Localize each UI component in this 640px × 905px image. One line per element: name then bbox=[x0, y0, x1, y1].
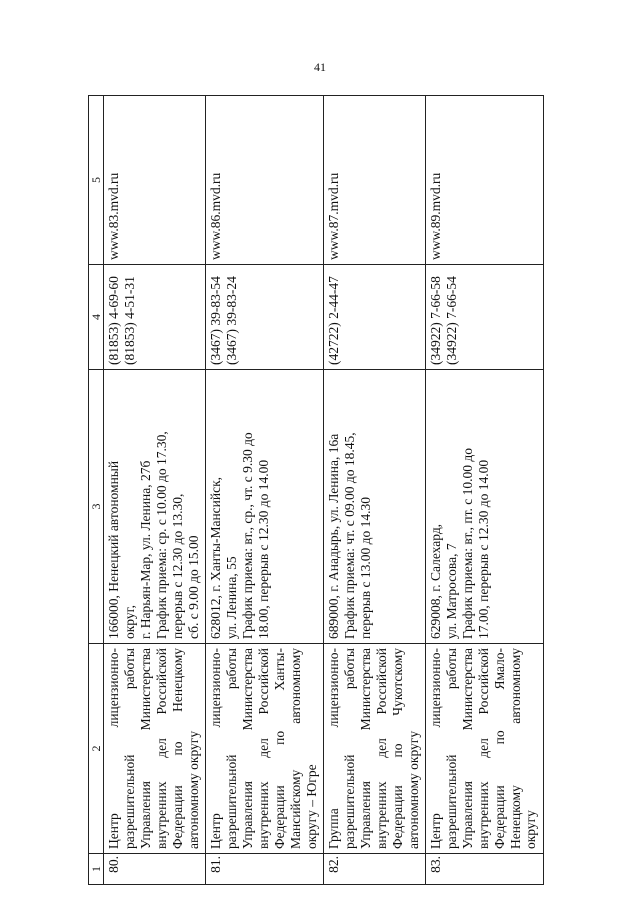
row-number: 82. bbox=[324, 854, 426, 885]
table-row bbox=[324, 96, 426, 885]
row-number: 80. bbox=[104, 854, 206, 885]
header-cell-2: 2 bbox=[89, 644, 104, 854]
table-row bbox=[206, 96, 324, 885]
page-number: 41 bbox=[314, 60, 326, 74]
registry-table bbox=[88, 95, 544, 885]
table-row bbox=[104, 96, 206, 885]
website: www.89.mvd.ru bbox=[425, 96, 543, 265]
row-number: 81. bbox=[206, 854, 324, 885]
phone-numbers: (34922) 7-66-58 (34922) 7-66-54 bbox=[425, 265, 543, 370]
header-cell-5: 5 bbox=[89, 96, 104, 265]
phone-numbers: (81853) 4-69-60 (81853) 4-51-31 bbox=[104, 265, 206, 370]
header-cell-4: 4 bbox=[89, 265, 104, 370]
address-and-hours: 166000, Ненецкий автономный округ, г. Нарьян-Мар, ул. Ленина, 27б График приема: ср. с 10.00 до 17.30, перерыв с 12.30 до 13.30, сб. с 9.00 до 15.00 bbox=[104, 370, 206, 644]
address-and-hours: 628012, г. Ханты-Мансийск, ул. Ленина, 55 График приема: вт., ср., чт. с 9.30 до 18.00, перерыв с 12.30 до 14.00 bbox=[206, 370, 324, 644]
website: www.83.mvd.ru bbox=[104, 96, 206, 265]
table-header-row bbox=[89, 96, 104, 885]
header-cell-3: 3 bbox=[89, 370, 104, 644]
organization-name: Центр лицензионно- разрешительной работы Управления Министерства внутренних дел Российской Федерации по Ямало- Ненецкому автономному округу bbox=[425, 644, 543, 854]
table-row bbox=[425, 96, 543, 885]
phone-numbers: (3467) 39-83-54 (3467) 39-83-24 bbox=[206, 265, 324, 370]
header-cell-1: 1 bbox=[89, 854, 104, 885]
organization-name: Центр лицензионно- разрешительной работы Управления Министерства внутренних дел Российской Федерации по Ханты- Мансийскому автономному округу – Югре bbox=[206, 644, 324, 854]
website: www.86.mvd.ru bbox=[206, 96, 324, 265]
row-number: 83. bbox=[425, 854, 543, 885]
organization-name: Центр лицензионно- разрешительной работы Управления Министерства внутренних дел Российской Федерации по Ненецкому автономному округу bbox=[104, 644, 206, 854]
phone-numbers: (42722) 2-44-47 bbox=[324, 265, 426, 370]
organization-name: Группа лицензионно- разрешительной работы Управления Министерства внутренних дел Российской Федерации по Чукотскому автономному округу bbox=[324, 644, 426, 854]
website: www.87.mvd.ru bbox=[324, 96, 426, 265]
address-and-hours: 629008, г. Салехард, ул. Матросова, 7 График приема: вт., пт. с 10.00 до 17.00, перерыв с 12.30 до 14.00 bbox=[425, 370, 543, 644]
rotated-table-container bbox=[88, 95, 544, 885]
address-and-hours: 689000, г. Анадырь, ул. Ленина, 16а График приема: чт. с 09.00 до 18.45, перерыв с 13.00 до 14.30 bbox=[324, 370, 426, 644]
